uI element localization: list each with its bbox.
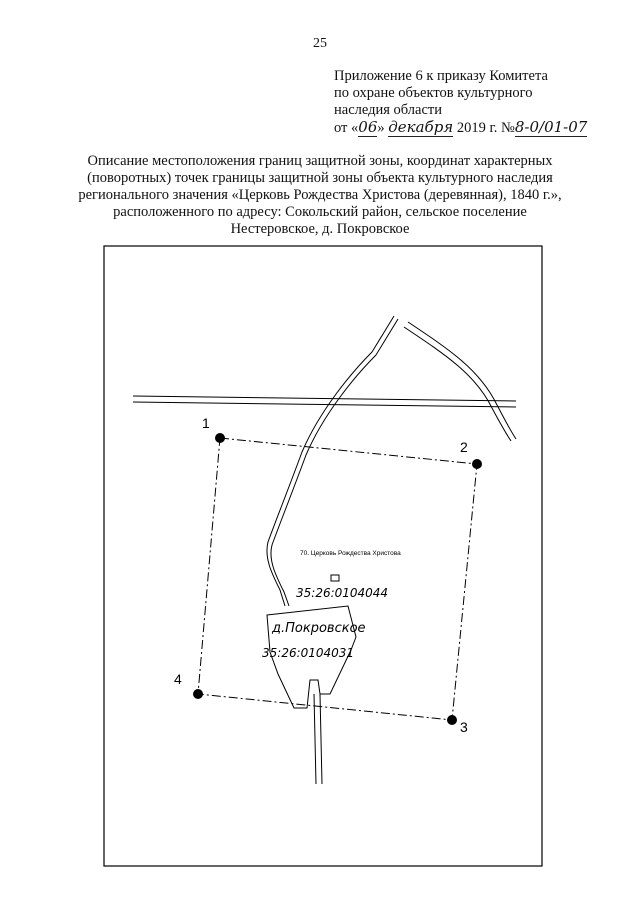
south-road-west [314,694,316,784]
heading-line-5: Нестеровское, д. Покровское [230,221,410,237]
handwritten-day: 06 [358,118,378,136]
boundary-point-2-label: 2 [460,439,468,455]
road-line-upper [133,396,516,401]
village-name-label: д.Покровское [272,621,366,636]
boundary-point-2 [472,459,482,469]
date-mid: » [377,120,389,136]
handwritten-order-number: 8-0/01-07 [514,118,588,136]
appendix-line-2: по охране объектов культурного [334,85,533,101]
south-road-east [320,694,322,784]
date-prefix: от « [334,120,359,136]
village-road-west [267,316,394,606]
heading-line-1: Описание местоположения границ защитной зоны, координат характерных [87,153,553,169]
heading-line-3: регионального значения «Церковь Рождества Христова (деревянная), 1840 г.», [78,187,562,203]
cadastral-label-south: 35:26:0104031 [262,646,355,660]
year-text: 2019 г. № [453,120,515,136]
page-number: 25 [313,36,327,51]
village-road-east [271,319,398,606]
handwritten-month: декабря [388,118,454,136]
boundary-point-3-label: 3 [460,719,468,735]
church-object-label: 70. Церковь Рождества Христова [300,550,401,557]
appendix-line-1: Приложение 6 к приказу Комитета [334,68,548,84]
road-line-lower [133,402,516,407]
heading-line-4: расположенного по адресу: Сокольский район, сельское поселение [113,204,527,220]
road-curve-right-b [404,327,511,441]
heading-line-2: (поворотных) точек границы защитной зоны объекта культурного наследия [87,170,553,186]
cadastral-label-north: 35:26:0104044 [296,586,389,600]
appendix-line-3: наследия области [334,102,443,118]
boundary-point-1 [215,433,225,443]
boundary-point-1-label: 1 [202,415,210,431]
boundary-point-3 [447,715,457,725]
boundary-point-4-label: 4 [174,671,182,687]
boundary-point-4 [193,689,203,699]
church-icon [331,575,339,581]
